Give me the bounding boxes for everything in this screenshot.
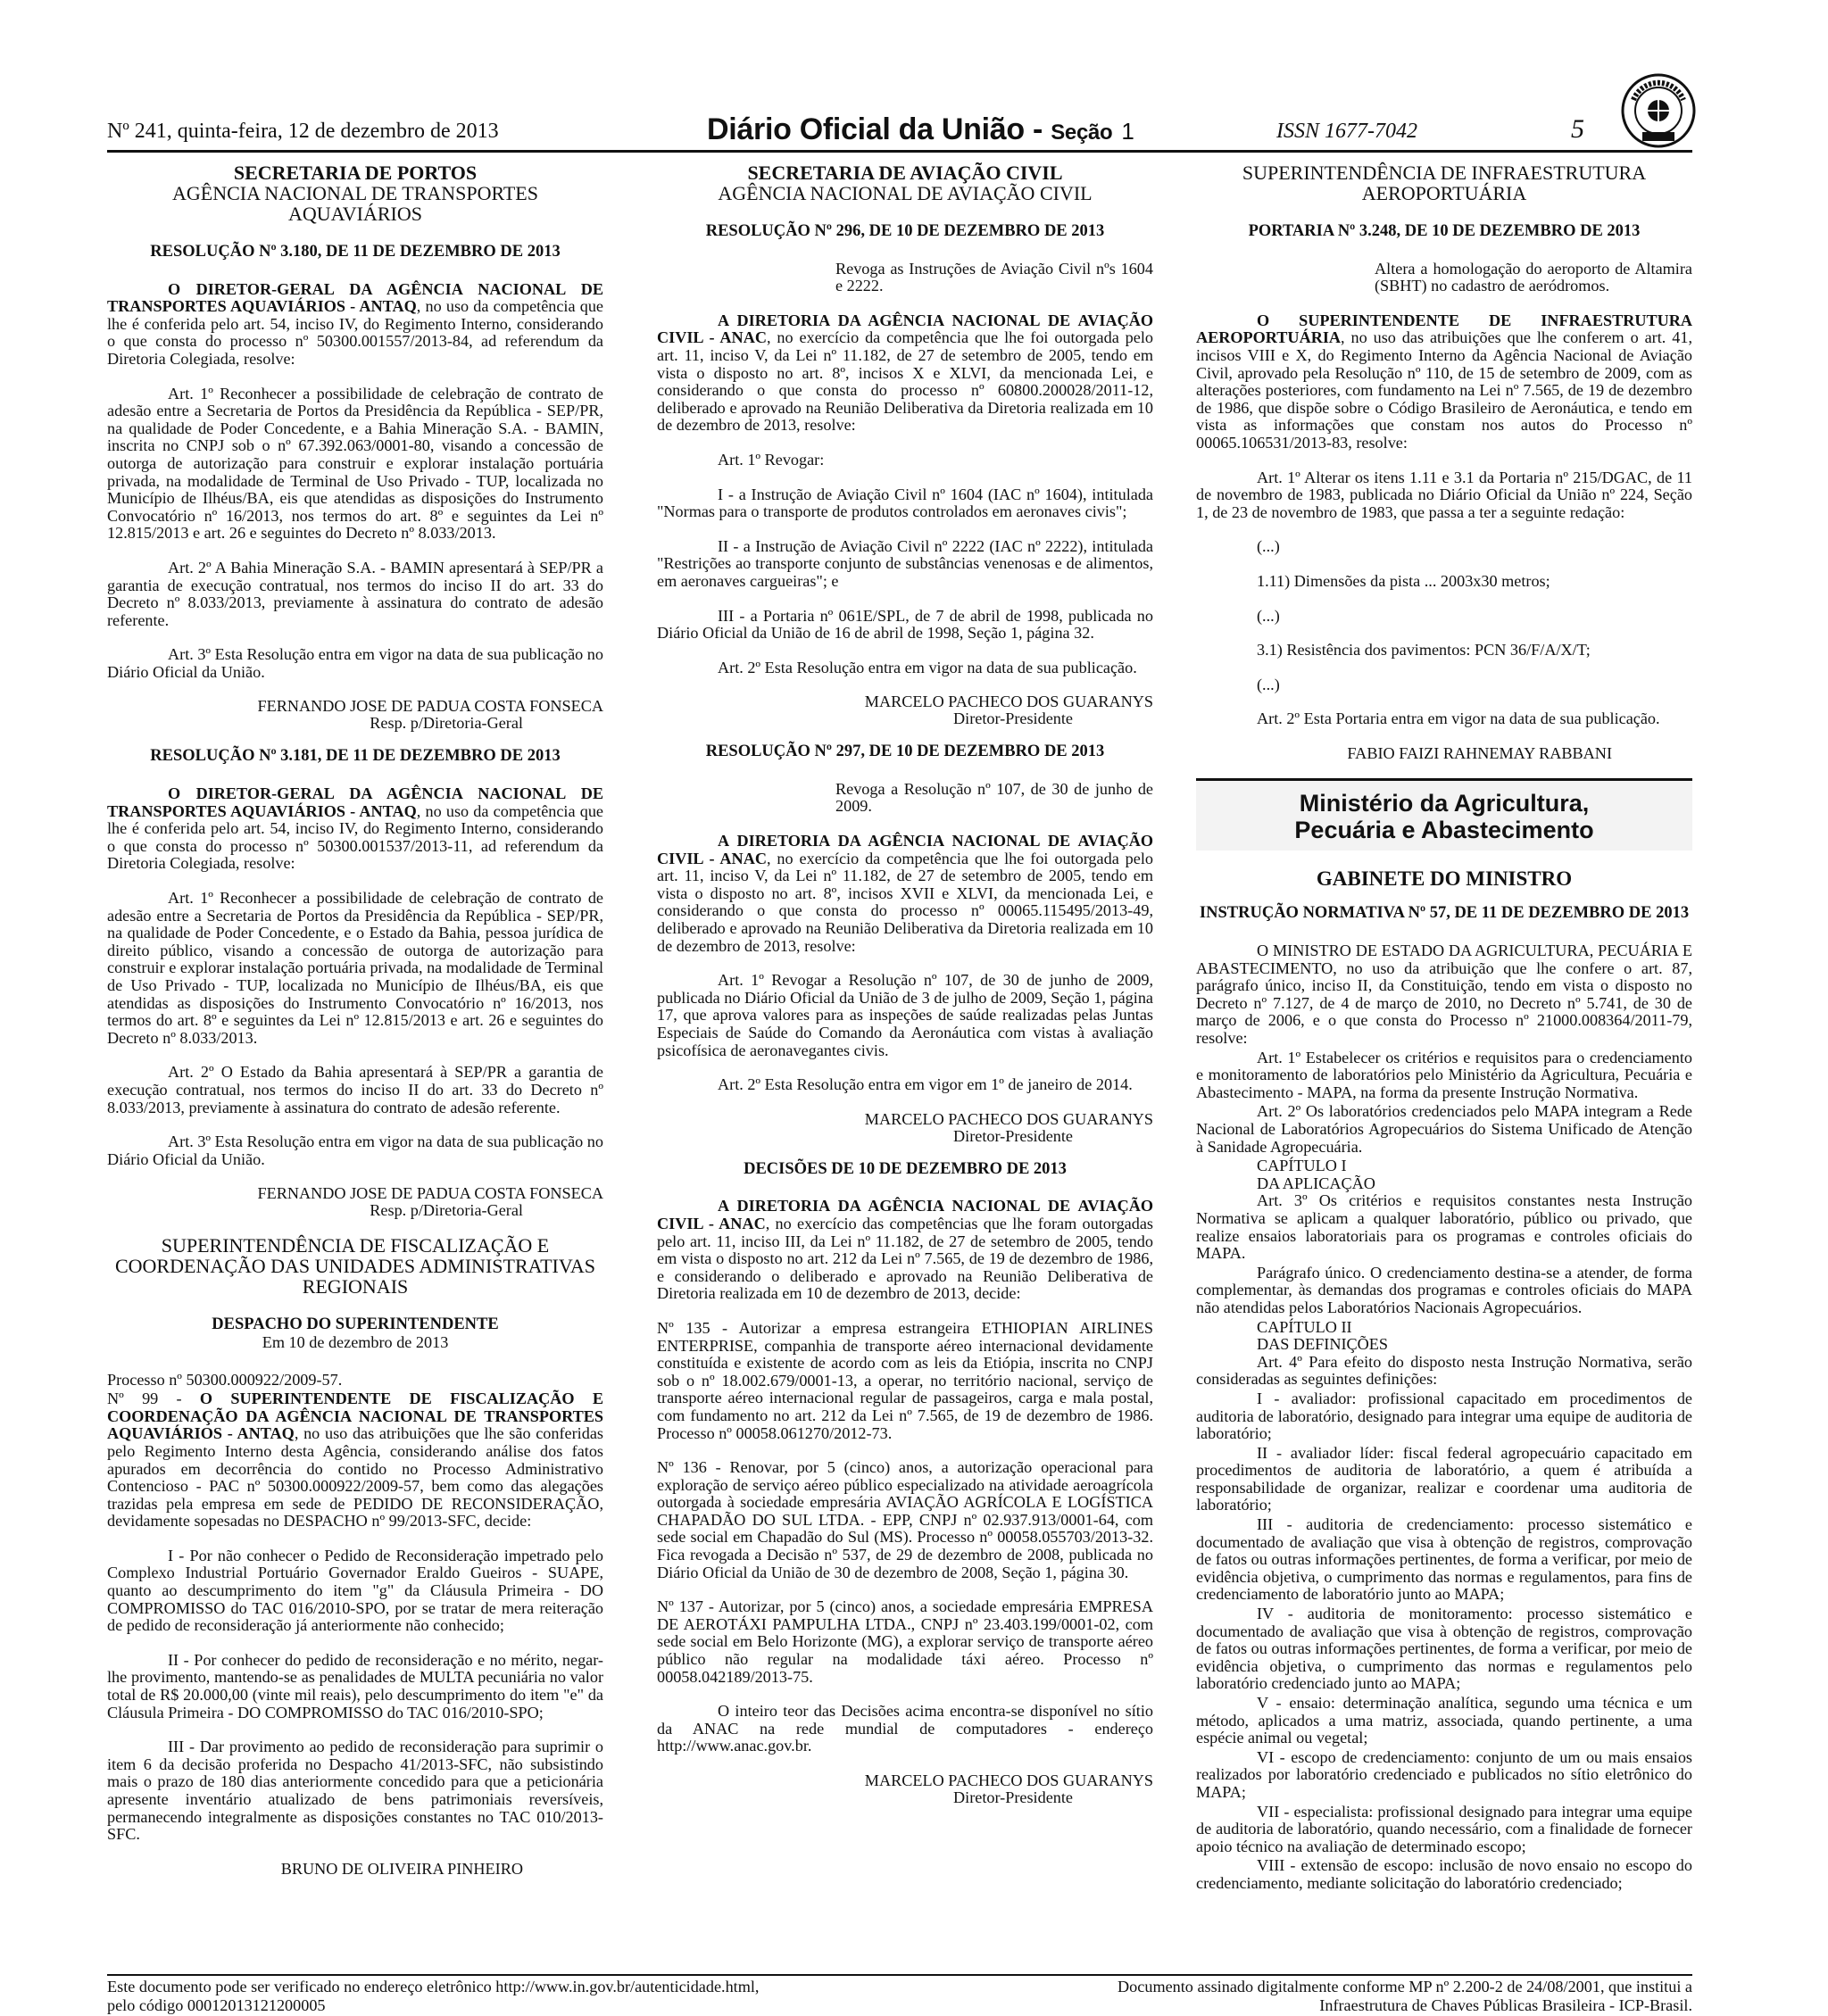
ementa: Revoga as Instruções de Aviação Civil nºs 1604 e 2222. xyxy=(835,259,1153,295)
signature xyxy=(107,1185,603,1219)
bold-lead: O SUPERINTENDENTE DE INFRAESTRUTURA AEROPORTUÁRIA xyxy=(1196,311,1692,347)
dispatch-heading xyxy=(107,1316,603,1351)
decision-137: Nº 137 - Autorizar, por 5 (cinco) anos, a sociedade empresária EMPRESA DE AEROTÁXI PAMPULHA LTDA., CNPJ nº 23.403.199/0001-02, com sede social em Belo Horizonte (MG), a explorar serviço de transporte aéreo público não regular na modalidade táxi aéreo. Processo nº 00058.042189/2013-75. xyxy=(657,1597,1153,1686)
definition-viii: VIII - extensão de escopo: inclusão de novo ensaio no escopo do credenciamento, mediante solicitação do laboratório credenciado; xyxy=(1196,1856,1692,1892)
bold-lead: O DIRETOR-GERAL DA AGÊNCIA NACIONAL DE TRANSPORTES AQUAVIÁRIOS - ANTAQ xyxy=(107,279,603,316)
item-iii: III - a Portaria nº 061E/SPL, de 7 de abril de 1998, publicada no Diário Oficial da União de 16 de abril de 1998, Seção 1, página 32. xyxy=(657,606,1153,643)
article-1: Art. 1º Reconhecer a possibilidade de celebração de contrato de adesão entre a Secretaria de Portos da Presidência da República - SEP/PR, na qualidade de Poder Concedente, e o Estado da Bahia, pessoa jurídica de direito público, visando a concessão de outorga de autorização para construir e explorar instalação portuária privada, na modalidade de Terminal de Uso Privado - TUP, localizada no Município de Ilhéus/BA, eis que atendidas as disposições do Instrumento Convocatório nº 16/2013, nos termos do art. 8º e seguintes da Lei nº 12.815/2013 e art. 26 e seguintes do Decreto nº 8.033/2013. xyxy=(107,889,603,1047)
item-ii: II - Por conhecer do pedido de reconsideração e no mérito, negar-lhe provimento, mantendo-se as penalidades de MULTA pecuniária no valor total de R$ 20.000,00 (vinte mil reais), pelo descumprimento do item "e" da Cláusula Primeira - DO COMPROMISSO do TAC 016/2010-SPO; xyxy=(107,1650,603,1721)
article-3: Art. 3º Esta Resolução entra em vigor na data de sua publicação no Diário Oficial da União. xyxy=(107,645,603,681)
definition-vii: VII - especialista: profissional designado para integrar uma equipe de auditoria de laboratório, quando necessário, com a finalidade de fornecer apoio técnico na avaliação de determinado escopo; xyxy=(1196,1802,1692,1855)
column-3 xyxy=(1196,162,1692,1895)
dispatch-title: DESPACHO DO SUPERINTENDENTE xyxy=(212,1315,499,1334)
org-title: SECRETARIA DE AVIAÇÃO CIVIL xyxy=(747,162,1063,184)
item-i: I - a Instrução de Aviação Civil nº 1604 (IAC nº 1604), intitulada "Normas para o transporte de produtos controlados em aeronaves civis"; xyxy=(657,485,1153,521)
signature xyxy=(1196,745,1692,762)
article-1: Art. 1º Estabelecer os critérios e requisitos para o credenciamento e monitoramento de laboratórios pelo Ministério da Agricultura, Pecuária e Abastecimento - MAPA, na forma da presente Instrução Normativa. xyxy=(1196,1048,1692,1101)
chapter-2: CAPÍTULO II xyxy=(1257,1317,1352,1336)
definition-iv: IV - auditoria de monitoramento: processo sistemático e documentado de avaliação que visa à obtenção de registros, comprovação de fatos ou outras informações pertinentes, de forma a verificar, por meio de evidência objetiva, o cumprimento das normas e regulamentos pelo laboratório credenciado junto ao MAPA; xyxy=(1196,1605,1692,1693)
item-3-1: 3.1) Resistência dos pavimentos: PCN 36/F/A/X/T; xyxy=(1257,641,1591,660)
signature xyxy=(657,693,1153,727)
org-heading-ports xyxy=(107,162,603,224)
chapter-2-title: DAS DEFINIÇÕES xyxy=(1257,1335,1389,1354)
signature xyxy=(107,1861,603,1878)
org-heading-civil-aviation xyxy=(657,162,1153,203)
ellipsis: (...) xyxy=(1257,537,1280,556)
article-2: Art. 2º O Estado da Bahia apresentará à SEP/PR a garantia de execução contratual, nos termos do inciso II do art. 33 do Decreto nº 8.033/2013, previamente à assinatura do contrato de adesão referente. xyxy=(107,1063,603,1116)
paragraph-text: , no uso da competência que lhe é conferida pelo art. 54, inciso IV, do Regimento Interno, considerando o que consta do processo nº 50300.001537/2013-11, ad referendum da Diretoria Colegiada, resolve: xyxy=(107,801,604,873)
signature-role: Resp. p/Diretoria-Geral xyxy=(370,1201,523,1220)
item-1-11: 1.11) Dimensões da pista ... 2003x30 metros; xyxy=(1257,571,1550,590)
column-2 xyxy=(657,162,1153,1822)
dispatch-date: Em 10 de dezembro de 2013 xyxy=(262,1332,449,1351)
ementa: Revoga a Resolução nº 107, de 30 de junho de 2009. xyxy=(835,779,1153,816)
signature-role: Resp. p/Diretoria-Geral xyxy=(370,714,523,733)
paragraph-unique: Parágrafo único. O credenciamento destina-se a atender, de forma complementar, às demandas dos programas e controles oficiais do MAPA não atendidas pelos Laboratórios Nacionais Agropecuários. xyxy=(1196,1263,1692,1316)
signature-name: MARCELO PACHECO DOS GUARANYS xyxy=(864,693,1153,711)
article-1: Art. 1º Alterar os itens 1.11 e 3.1 da Portaria nº 215/DGAC, de 11 de novembro de 1983, publicada no Diário Oficial da União nº 224, Seção 1, de 23 de novembro de 1983, que passa a ter a seguinte redação: xyxy=(1196,468,1692,521)
paragraph-text: , no exercício da competência que lhe foi outorgada pelo art. 11, inciso V, da Lei nº 11.182, de 27 de setembro de 2005, tendo em vista o disposto no art. 8º, incisos XVII e XLVI, da mencionada Lei, e considerando o que consta do processo nº 00065.115495/2013-49, deliberado e aprovado na Reunião Deliberativa da Diretoria realizada em 10 de dezembro de 2013, resolve: xyxy=(657,849,1153,955)
resolution-title: RESOLUÇÃO Nº 3.180, DE 11 DE DEZEMBRO DE 2013 xyxy=(150,243,561,261)
paragraph xyxy=(657,1198,1153,1303)
definition-v: V - ensaio: determinação analítica, segundo uma técnica e um método, aplicados a uma matriz, associada, quando pertinente, a uma espécie animal ou vegetal; xyxy=(1196,1694,1692,1747)
org-heading-superintendence: SUPERINTENDÊNCIA DE FISCALIZAÇÃO E COORDENAÇÃO DAS UNIDADES ADMINISTRATIVAS REGIONAIS xyxy=(114,1234,596,1298)
paragraph xyxy=(107,785,603,873)
bold-lead: O SUPERINTENDENTE DE FISCALIZAÇÃO E COORDENAÇÃO DA AGÊNCIA NACIONAL DE TRANSPORTES AQUAVIÁRIOS - ANTAQ xyxy=(107,1390,603,1443)
org-title: SECRETARIA DE PORTOS xyxy=(233,162,478,184)
resolution-title: RESOLUÇÃO Nº 3.181, DE 11 DE DEZEMBRO DE 2013 xyxy=(150,747,561,766)
article-1: Art. 1º Reconhecer a possibilidade de celebração de contrato de adesão entre a Secretaria de Portos da Presidência da República - SEP/PR, na qualidade de Poder Concedente, e a Bahia Mineração S.A. - BAMIN, inscrita no CNPJ sob o nº 67.392.063/0001-80, visando a concessão de outorga de autorização para construir e explorar instalação portuária privada, na modalidade de Terminal de Uso Privado - TUP, localizada no Município de Ilhéus/BA, eis que atendidas as disposições do Instrumento Convocatório nº 16/2013, nos termos do art. 8º e seguintes da Lei nº 12.815/2013 e art. 26 e seguintes do Decreto nº 8.033/2013. xyxy=(107,384,603,543)
definition-ii: II - avaliador líder: fiscal federal agropecuário capacitado em procedimentos de auditoria de laboratório, a quem é atribuída a responsabilidade de organizar, realizar e coordenar uma auditoria de laboratório; xyxy=(1196,1443,1692,1514)
signature-name: BRUNO DE OLIVEIRA PINHEIRO xyxy=(280,1859,523,1878)
item-i: I - Por não conhecer o Pedido de Reconsideração impetrado pelo Complexo Industrial Portuário Governador Eraldo Gueiros - SUAPE, quanto ao descumprimento do item "g" da Cláusula Primeira - DO COMPROMISSO do TAC 016/2010-SPO, por se tratar de mera reiteração de pedido de reconsideração já anteriormente não conhecido; xyxy=(107,1546,603,1635)
footer-verification-code: pelo código 00012013121200005 xyxy=(107,1996,326,2014)
paragraph xyxy=(107,281,603,369)
item-ii: II - a Instrução de Aviação Civil nº 2222 (IAC nº 2222), intitulada "Restrições ao transporte conjunto de substâncias venenosas e de alimentos, em aeronaves cargueiras"; e xyxy=(657,536,1153,590)
paragraph: O MINISTRO DE ESTADO DA AGRICULTURA, PECUÁRIA E ABASTECIMENTO, no uso da atribuição que lhe confere o art. 87, parágrafo único, inciso II, da Constituição, tendo em vista o disposto no Decreto nº 7.127, de 4 de março de 2010, no Decreto nº 5.741, de 30 de março de 2006, e o que consta do Processo nº 21000.008364/2011-79, resolve: xyxy=(1196,942,1692,1048)
signature-name: FERNANDO JOSE DE PADUA COSTA FONSECA xyxy=(257,1184,603,1203)
issn: ISSN 1677-7042 xyxy=(1276,120,1417,143)
article-2: Art. 2º Esta Portaria entra em vigor na data de sua publicação. xyxy=(1257,709,1660,728)
bold-lead: O DIRETOR-GERAL DA AGÊNCIA NACIONAL DE TRANSPORTES AQUAVIÁRIOS - ANTAQ xyxy=(107,784,603,820)
article-2: Art. 2º Esta Resolução entra em vigor em 1º de janeiro de 2014. xyxy=(718,1075,1133,1094)
decision-note: O inteiro teor das Decisões acima encontra-se disponível no sítio da ANAC na rede mundial de computadores - endereço http://www.anac.gov.br. xyxy=(657,1702,1153,1755)
ministry-line-1: Ministério da Agricultura, xyxy=(1299,789,1590,817)
paragraph xyxy=(657,312,1153,435)
chapter-1: CAPÍTULO I xyxy=(1257,1157,1347,1175)
chapter-1-title: DA APLICAÇÃO xyxy=(1257,1174,1375,1192)
signature xyxy=(107,698,603,732)
article-1: Art. 1º Revogar a Resolução nº 107, de 30 de junho de 2009, publicada no Diário Oficial da União de 3 de julho de 2009, Seção 1, página 17, que aprova valores para as inspeções de saúde realizadas pelas Juntas Especiais de Saúde do Comando da Aeronáutica com vistas à avaliação psicofísica de aeronavegantes civis. xyxy=(657,971,1153,1059)
signature-name: MARCELO PACHECO DOS GUARANYS xyxy=(864,1771,1153,1789)
paragraph-text: , no exercício da competência que lhe foi outorgada pelo art. 11, inciso V, da Lei nº 11.182, de 27 de setembro de 2005, tendo em vista o disposto no art. 8º, incisos X e XLVI, da mencionada Lei, e considerando o que consta do processo nº 60800.200028/2011-12, deliberado e aprovado na Reunião Deliberativa da Diretoria realizada em 10 de dezembro de 2013, resolve: xyxy=(657,328,1153,435)
bold-lead: A DIRETORIA DA AGÊNCIA NACIONAL DE AVIAÇÃO CIVIL - ANAC xyxy=(657,311,1153,347)
decision-135: Nº 135 - Autorizar a empresa estrangeira ETHIOPIAN AIRLINES ENTERPRISE, companhia de transporte aéreo internacional devidamente constituída e existente de acordo com as leis da Etiópia, inscrita no CNPJ sob o nº 18.002.679/0001-13, a operar, no território nacional, serviço de transporte aéreo internacional regular de passageiros, carga e mala postal, com fundamento no art. 212 da Lei nº 7.565, de 19 de dezembro de 1986. Processo nº 00058.061270/2012-73. xyxy=(657,1318,1153,1442)
page-number: 5 xyxy=(1571,114,1584,144)
article-2: Art. 2º Esta Resolução entra em vigor na data de sua publicação. xyxy=(718,658,1137,676)
ellipsis: (...) xyxy=(1257,675,1280,693)
section-word: Seção xyxy=(1051,120,1113,145)
footer-verification xyxy=(107,1978,785,2015)
footer-verification-line-1: Este documento pode ser verificado no endereço eletrônico http://www.in.gov.br/autenticidade.html, xyxy=(107,1978,760,1995)
paragraph xyxy=(107,1390,603,1531)
portaria-title: PORTARIA Nº 3.248, DE 10 DE DEZEMBRO DE 2013 xyxy=(1248,222,1641,240)
paragraph-text: , no exercício das competências que lhe foram outorgadas pelo art. 11, inciso III, da Lei nº 11.182, de 27 de setembro de 2005, tendo em vista o disposto no art. 212 da Lei nº 7.565, de 19 de dezembro de 1986, e considerando o deliberado e aprovado na Reunião Deliberativa de Diretoria realizada em 10 de dezembro de 2013, decide: xyxy=(657,1214,1153,1303)
gabinete-heading: GABINETE DO MINISTRO xyxy=(1316,867,1573,890)
article-3: Art. 3º Os critérios e requisitos constantes nesta Instrução Normativa se aplicam a qualquer laboratório, público ou privado, que realize ensaios laboratoriais para os programas e controles oficiais do MAPA. xyxy=(1196,1191,1692,1263)
item-iii: III - Dar provimento ao pedido de reconsideração para suprimir o item 6 da decisão proferida no Despacho 41/2013-SFC, não subsistindo mais o prazo de 180 dias anteriormente concedido para que a peticionária apresente inventário atualizado de bens patrimoniais reversíveis, permanecendo integralmente as disposições constantes no TAC 010/2013-SFC. xyxy=(107,1738,603,1844)
resolution-title: RESOLUÇÃO Nº 297, DE 10 DE DEZEMBRO DE 2013 xyxy=(705,743,1105,761)
process-number: Processo nº 50300.000922/2009-57. xyxy=(107,1370,343,1389)
instrucao-normativa-title: INSTRUÇÃO NORMATIVA Nº 57, DE 11 DE DEZEMBRO DE 2013 xyxy=(1199,904,1690,923)
paragraph-text: , no uso da competência que lhe é conferida pelo art. 54, inciso IV, do Regimento Interno, considerando o que consta do processo nº 50300.001557/2013-84, ad referendum da Diretoria Colegiada, resolve: xyxy=(107,297,604,368)
footer-signature-line-2: Infraestrutura de Chaves Públicas Brasileira - ICP-Brasil. xyxy=(1319,1996,1692,2014)
article-2: Art. 2º Os laboratórios credenciados pelo MAPA integram a Rede Nacional de Laboratórios Agropecuários do Sistema Unificado de Atenção à Sanidade Agropecuária. xyxy=(1196,1102,1692,1156)
column-1 xyxy=(107,162,603,1894)
signature-name: FERNANDO JOSE DE PADUA COSTA FONSECA xyxy=(257,697,603,716)
definition-i: I - avaliador: profissional capacitado em procedimentos de auditoria de laboratório, designado para integrar uma equipe de auditoria de laboratório; xyxy=(1196,1389,1692,1443)
newspaper-name: Diário Oficial da União xyxy=(707,112,1025,146)
paragraph-text: , no uso das atribuições que lhe são conferidas pelo Regimento Interno desta Agência, considerando análise dos fatos apurados em decorrência do contido no Processo Administrativo Contencioso - PAC nº 50300.000922/2009-57, bem como das alegações trazidas pela empresa em sede de PEDIDO DE RECONSIDERAÇÃO, devidamente sopesadas no DESPACHO nº 99/2013-SFC, decide: xyxy=(107,1424,603,1531)
org-subtitle: AGÊNCIA NACIONAL DE AVIAÇÃO CIVIL xyxy=(718,182,1093,204)
ministry-line-2: Pecuária e Abastecimento xyxy=(1294,816,1594,843)
footer-signature-line-1: Documento assinado digitalmente conforme MP nº 2.200-2 de 24/08/2001, que institui a xyxy=(1118,1978,1692,1995)
org-heading-airport-infrastructure: SUPERINTENDÊNCIA DE INFRAESTRUTURA AEROPORTUÁRIA xyxy=(1242,162,1647,204)
org-subtitle: AGÊNCIA NACIONAL DE TRANSPORTES AQUAVIÁRIOS xyxy=(172,182,538,225)
ementa: Altera a homologação do aeroporto de Altamira (SBHT) no cadastro de aeródromos. xyxy=(1375,259,1692,295)
footer-signature-note xyxy=(1035,1978,1692,2015)
signature-name: MARCELO PACHECO DOS GUARANYS xyxy=(864,1109,1153,1128)
ellipsis: (...) xyxy=(1257,606,1280,625)
signature xyxy=(657,1772,1153,1806)
signature-role: Diretor-Presidente xyxy=(953,1126,1073,1145)
section-number: 1 xyxy=(1121,118,1134,145)
issue-info: Nº 241, quinta-feira, 12 de dezembro de 2013 xyxy=(107,120,499,143)
article-3: Art. 3º Esta Resolução entra em vigor na data de sua publicação no Diário Oficial da União. xyxy=(107,1132,603,1168)
signature-name: FABIO FAIZI RAHNEMAY RABBANI xyxy=(1347,743,1612,762)
definition-vi: VI - escopo de credenciamento: conjunto de um ou mais ensaios realizados por laboratório credenciado e publicados no sítio eletrônico do MAPA; xyxy=(1196,1747,1692,1801)
definition-iii: III - auditoria de credenciamento: processo sistemático e documentado de avaliação que visa à obtenção de registros, comprovação de fatos ou outras informações pertinentes, de forma a verificar, por meio de evidência objetiva, o cumprimento das normas e regulamentos, para fins de credenciamento de laboratório junto ao MAPA; xyxy=(1196,1515,1692,1604)
dou-page xyxy=(107,112,1692,2013)
section-separator: - xyxy=(1024,112,1051,146)
imprensa-nacional-seal-icon xyxy=(1621,73,1696,148)
article-2: Art. 2º A Bahia Mineração S.A. - BAMIN apresentará à SEP/PR a garantia de execução contratual, nos termos do inciso II do art. 33 do Decreto nº 8.033/2013, previamente à assinatura do contrato de adesão referente. xyxy=(107,558,603,629)
paragraph-text: , no uso das atribuições que lhe conferem o art. 41, incisos VIII e X, do Regimento Interno da Agência Nacional de Aviação Civil, aprovado pela Resolução nº 110, de 15 de setembro de 2009, com as alterações posteriores, com fundamento na Lei nº 7.565, de 19 de dezembro de 1986, que dispõe sobre o Código Brasileiro de Aeronáutica, e tendo em vista as informações que constam nos autos do Processo nº 00065.106531/2013-83, resolve: xyxy=(1196,328,1692,452)
dispatch-number: Nº 99 - xyxy=(107,1390,200,1408)
signature-role: Diretor-Presidente xyxy=(953,1788,1073,1806)
page-footer xyxy=(107,1974,1692,2014)
bold-lead: A DIRETORIA DA AGÊNCIA NACIONAL DE AVIAÇÃO CIVIL - ANAC xyxy=(657,832,1153,867)
footer-rule xyxy=(107,1974,1692,1976)
resolution-title: RESOLUÇÃO Nº 296, DE 10 DE DEZEMBRO DE 2013 xyxy=(705,222,1105,240)
decisions-title: DECISÕES DE 10 DE DEZEMBRO DE 2013 xyxy=(744,1159,1067,1178)
bold-lead: A DIRETORIA DA AGÊNCIA NACIONAL DE AVIAÇÃO CIVIL - ANAC xyxy=(657,1197,1153,1232)
paragraph xyxy=(657,833,1153,955)
header-rule xyxy=(107,150,1692,153)
article-1: Art. 1º Revogar: xyxy=(718,450,825,469)
paragraph xyxy=(1196,312,1692,452)
newspaper-title xyxy=(707,112,1134,147)
decision-136: Nº 136 - Renovar, por 5 (cinco) anos, a autorização operacional para exploração de serviço aéreo público especializado na atividade aeroagrícola outorgada à sociedade empresária AVIAÇÃO AGRÍCOLA E LOGÍSTICA CHAPADÃO DO SUL LTDA. - EPP, CNPJ nº 02.937.913/0001-64, com sede social em Chapadão do Sul (MS). Processo nº 00058.055703/2013-32. Fica revogada a Decisão nº 537, de 29 de dezembro de 2008, publicada no Diário Oficial da União de 30 de dezembro de 2008, Seção 1, página 30. xyxy=(657,1458,1153,1581)
page-header xyxy=(107,112,1692,148)
signature xyxy=(657,1111,1153,1145)
ministry-banner xyxy=(1196,778,1692,850)
signature-role: Diretor-Presidente xyxy=(953,709,1073,728)
article-4: Art. 4º Para efeito do disposto nesta Instrução Normativa, serão consideradas as seguintes definições: xyxy=(1196,1352,1692,1389)
